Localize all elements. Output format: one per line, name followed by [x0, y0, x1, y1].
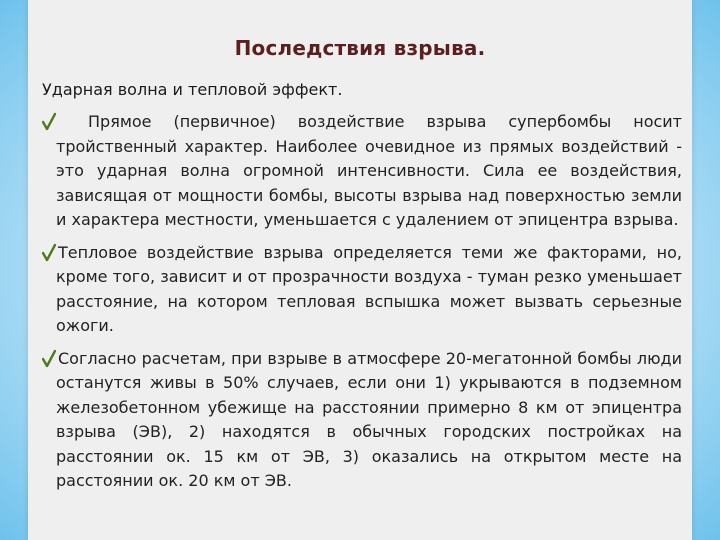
bullet-item: [42, 347, 682, 494]
bullet-text: Согласно расчетам, при взрыве в атмосфере 20-мегатонной бомбы люди останутся живы в 50% случаев, если они 1) укрываются в подземном железобетонном убежище на расстоянии примерно 8 км от эпицентра взрыва (ЭВ), 2) находятся в обычных городских постройках на расстоянии ок. 15 км от ЭВ, 3) оказались на открытом месте на расстоянии ок. 20 км от ЭВ.: [56, 348, 682, 490]
checkmark-icon: [42, 348, 56, 370]
checkmark-icon: [42, 242, 56, 264]
bullet-text: Прямое (первичное) воздействие взрыва супербомбы носит тройственный характер. Наиболее очевидное из прямых воздействий - это ударная волна огромной интенсивности. Сила ее воздействия, зависящая от мощности бомбы, высоты взрыва над поверхностью земли и характера местности, уменьшается с удалением от эпицентра взрыва.: [56, 112, 682, 229]
bullet-text: Тепловое воздействие взрыва определяется теми же факторами, но, кроме того, зависит и от прозрачности воздуха - туман резко уменьшает расстояние, на котором тепловая вспышка может вызвать серьезные ожоги.: [56, 242, 682, 335]
bullet-list: [42, 110, 682, 502]
slide-subtitle: Ударная волна и тепловой эффект.: [42, 80, 343, 99]
checkmark-icon: [42, 111, 56, 133]
bullet-item: [42, 110, 682, 233]
bullet-item: [42, 241, 682, 339]
slide-title: Последствия взрыва.: [234, 36, 486, 60]
